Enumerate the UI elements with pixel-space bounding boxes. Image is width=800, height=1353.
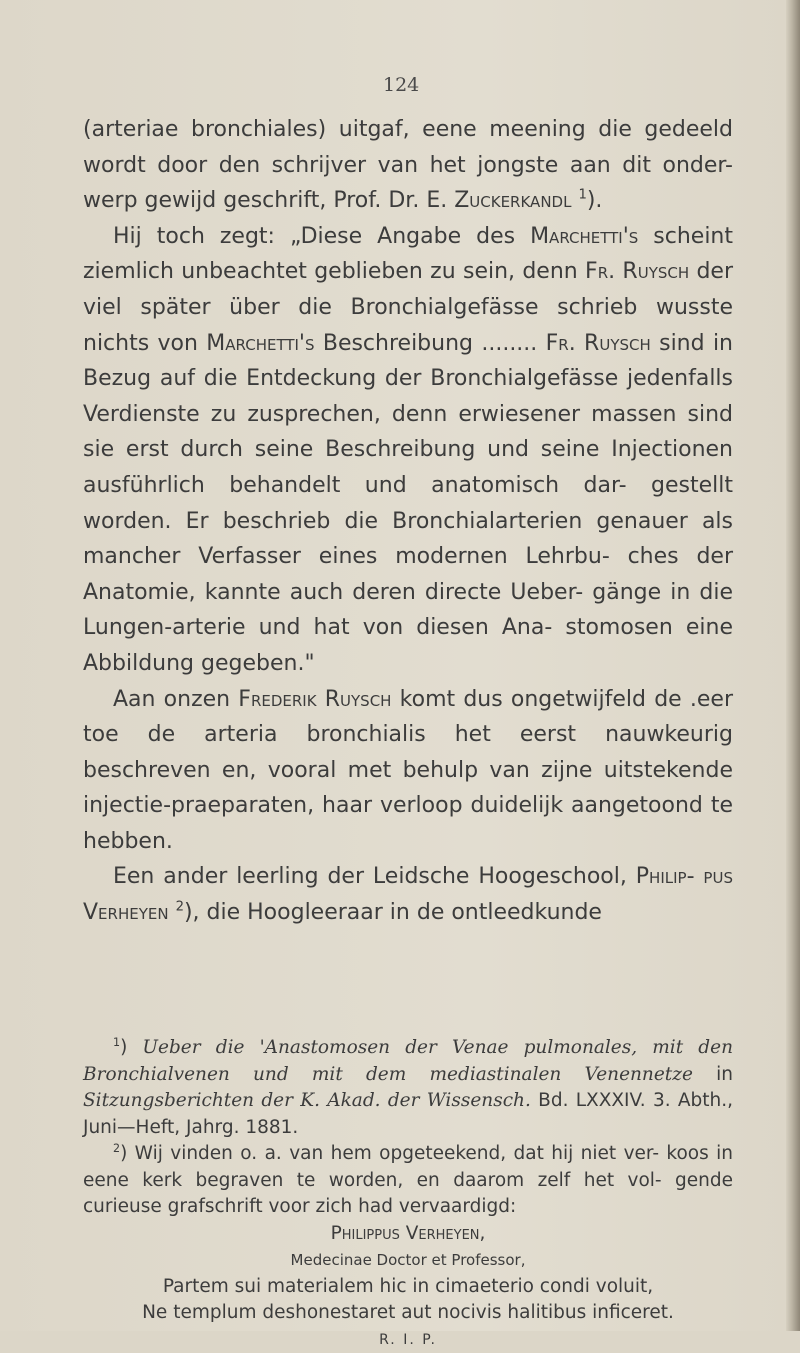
text-run: Aan onzen xyxy=(113,687,238,712)
small-caps-name: Marchetti's xyxy=(530,224,638,249)
text-run: ), die Hoogleeraar in de ontleedkunde xyxy=(184,900,602,925)
footnotes xyxy=(83,1035,733,1353)
footnote-marker: 1 xyxy=(578,188,586,203)
footnote xyxy=(83,1035,733,1141)
text-run: (arteriae bronchiales) uitgaf, eene meening die gedeeld wordt door den schrijver van het jongste aan dit onder- werp gewijd geschrift, Prof. Dr. E. xyxy=(83,117,733,213)
text-run: in xyxy=(693,1064,733,1085)
footnote-marker: 2 xyxy=(176,900,184,915)
text-run: scheint ziemlich unbeachtet geblieben zu sein, denn xyxy=(83,224,733,285)
small-caps-name: Frederik Ruysch xyxy=(238,687,391,712)
small-caps-name: Fr. Ruysch xyxy=(585,259,689,284)
text-run: Bd. LXXXIV. 3. Abth., Juni—Heft, Jahrg. 1881. xyxy=(83,1090,733,1138)
text-run: der viel später über die Bronchialgefässe schrieb wusste nichts von xyxy=(83,259,733,355)
small-caps-name: Zuckerkandl xyxy=(454,188,571,213)
italic-title: Sitzungsberichten der K. Akad. der Wissensch. xyxy=(83,1090,531,1111)
epitaph-line-1: Partem sui materialem hic in cimaeterio condi voluit, xyxy=(83,1274,733,1301)
small-caps-name: Philip- pus Verheyen xyxy=(83,864,733,925)
text-run: ) Wij vinden o. a. van hem opgeteekend, dat hij niet ver- koos in eene kerk begraven te worden, en daarom zelf het vol- gende curieuse grafschrift voor zich had vervaardigd: xyxy=(83,1143,733,1217)
small-caps-name: Fr. Ruysch xyxy=(546,331,651,356)
epitaph-role: Medecinae Doctor et Professor, xyxy=(83,1247,733,1274)
page-binding-edge xyxy=(786,0,800,1331)
text-run: ) xyxy=(120,1037,142,1058)
italic-title: Ueber die 'Anastomosen der Venae pulmonales, mit den Bronchialvenen und mit dem mediastinalen Venennetze xyxy=(83,1037,733,1085)
text-run: komt dus ongetwijfeld de .eer toe de arteria bronchialis het eerst nauwkeurig beschreven en, vooral met behulp van zijne uitstekende injectie-praeparaten, haar verloop duidelijk aangetoond te hebben. xyxy=(83,687,733,854)
footnote xyxy=(83,1141,733,1221)
text-run: sind in Bezug auf die Entdeckung der Bronchialgefässe jedenfalls Verdienste zu zusprechen, denn erwiesener massen sind sie erst durch seine Beschreibung und seine Injectionen ausführlich behandelt und anatomisch dar- gestellt worden. Er beschrieb die Bronchialarterien genauer als mancher Verfasser eines modernen Lehrbu- ches der Anatomie, kannte auch deren directe Ueber- gänge in die Lungen-arterie und hat von diesen Ana- stomosen eine Abbildung gegeben." xyxy=(83,331,733,676)
epitaph-initials: R. I. P. xyxy=(83,1327,733,1353)
footnote-marker: 1 xyxy=(113,1036,120,1049)
text-run: Hij toch zegt: „Diese Angabe des xyxy=(113,224,530,249)
paragraph xyxy=(83,112,733,219)
text-run: Beschreibung ........ xyxy=(315,331,546,356)
paragraph xyxy=(83,682,733,860)
footnote-marker: 2 xyxy=(113,1142,120,1155)
small-caps-name: Marchetti's xyxy=(206,331,314,356)
epitaph-line-2: Ne templum deshonestaret aut nocivis halitibus inficeret. xyxy=(83,1300,733,1327)
text-run xyxy=(169,900,176,925)
page-number: 124 xyxy=(383,74,419,96)
epitaph-name: Philippus Verheyen, xyxy=(83,1221,733,1248)
paragraph xyxy=(83,219,733,682)
text-run: ). xyxy=(587,188,603,213)
text-run: Een ander leerling der Leidsche Hoogeschool, xyxy=(113,864,636,889)
body-text xyxy=(83,112,733,931)
paragraph xyxy=(83,859,733,930)
